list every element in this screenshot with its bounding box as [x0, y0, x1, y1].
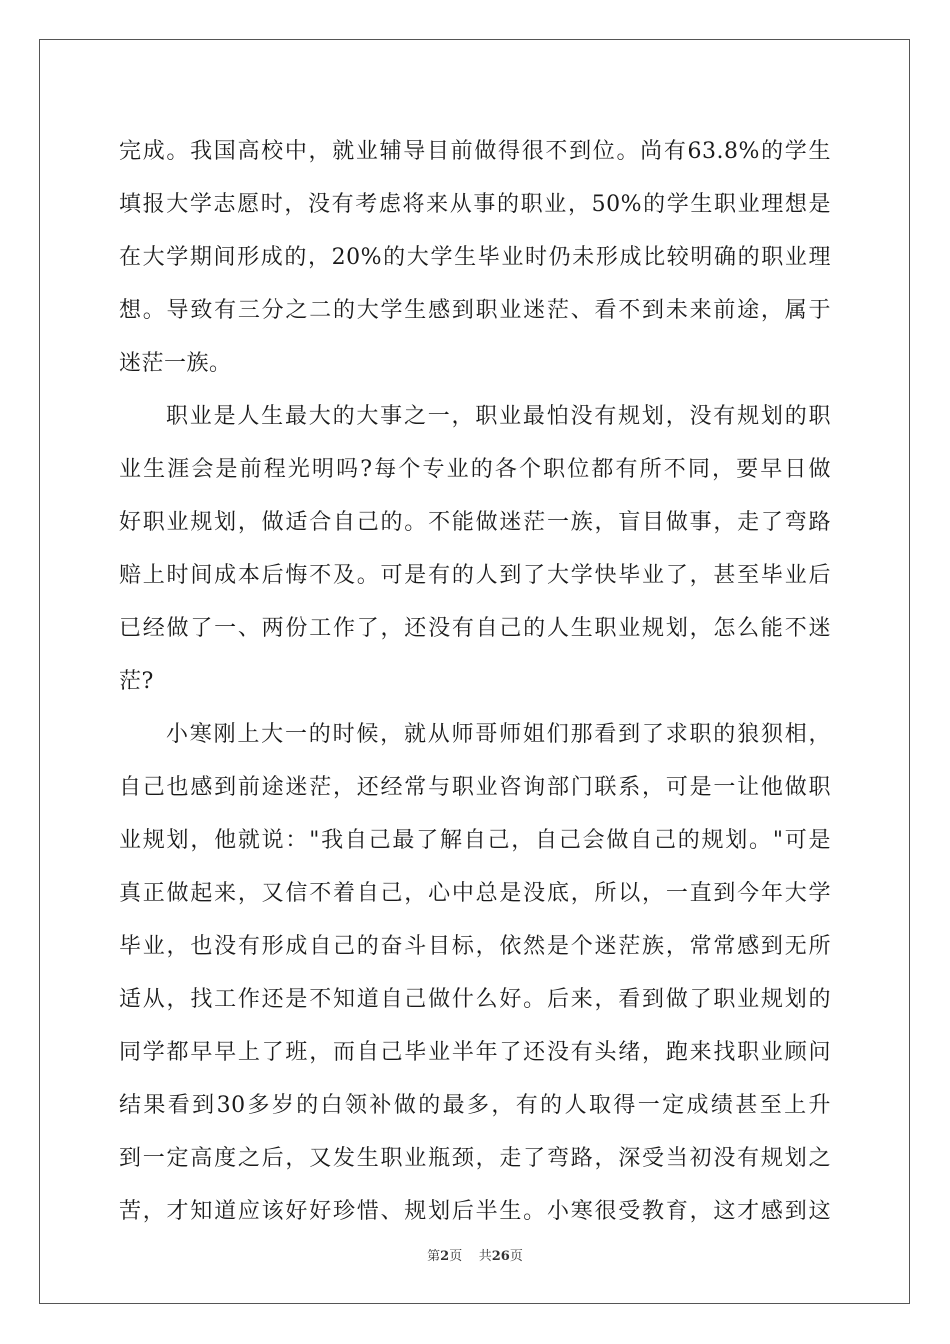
text-line: 自己也感到前途迷茫，还经常与职业咨询部门联系，可是一让他做职 [119, 775, 831, 800]
text-line: 好职业规划，做适合自己的。不能做迷茫一族，盲目做事，走了弯路 [119, 510, 831, 535]
text-line: 赔上时间成本后悔不及。可是有的人到了大学快毕业了，甚至毕业后 [119, 563, 831, 588]
text-line: 结果看到30多岁的白领补做的最多，有的人取得一定成绩甚至上升 [119, 1093, 831, 1118]
text-line: 毕业，也没有形成自己的奋斗目标，依然是个迷茫族，常常感到无所 [119, 934, 831, 959]
current-page-number: 2 [440, 1249, 450, 1264]
page-footer [0, 1245, 950, 1264]
text-line: 茫? [119, 669, 154, 694]
total-pages-label: 共26页 [478, 1249, 523, 1264]
text-line: 完成。我国高校中，就业辅导目前做得很不到位。尚有63.8%的学生 [119, 139, 831, 164]
text-line: 同学都早早上了班，而自己毕业半年了还没有头绪，跑来找职业顾问 [119, 1040, 831, 1065]
total-page-count: 26 [491, 1249, 510, 1264]
text-line: 适从，找工作还是不知道自己做什么好。后来，看到做了职业规划的 [119, 987, 831, 1012]
text-line: 填报大学志愿时，没有考虑将来从事的职业，50%的学生职业理想是 [119, 192, 831, 217]
text-line: 迷茫一族。 [119, 351, 232, 376]
document-body [119, 125, 831, 1238]
text-line: 到一定高度之后，又发生职业瓶颈，走了弯路，深受当初没有规划之 [119, 1146, 831, 1171]
text-line: 已经做了一、两份工作了，还没有自己的人生职业规划，怎么能不迷 [119, 616, 831, 641]
text-line: 职业是人生最大的大事之一，职业最怕没有规划，没有规划的职 [166, 404, 831, 429]
text-line: 小寒刚上大一的时候，就从师哥师姐们那看到了求职的狼狈相， [166, 722, 831, 747]
text-line: 业规划，他就说："我自己最了解自己，自己会做自己的规划。"可是 [119, 828, 831, 853]
text-line: 想。导致有三分之二的大学生感到职业迷茫、看不到未来前途，属于 [119, 298, 831, 323]
page-number-label: 第2页 [427, 1249, 463, 1264]
text-line: 苦，才知道应该好好珍惜、规划后半生。小寒很受教育，这才感到这 [119, 1199, 831, 1224]
text-line: 在大学期间形成的，20%的大学生毕业时仍未形成比较明确的职业理 [119, 245, 831, 270]
text-line: 真正做起来，又信不着自己，心中总是没底，所以，一直到今年大学 [119, 881, 831, 906]
text-line: 业生涯会是前程光明吗?每个专业的各个职位都有所不同，要早日做 [119, 457, 831, 482]
